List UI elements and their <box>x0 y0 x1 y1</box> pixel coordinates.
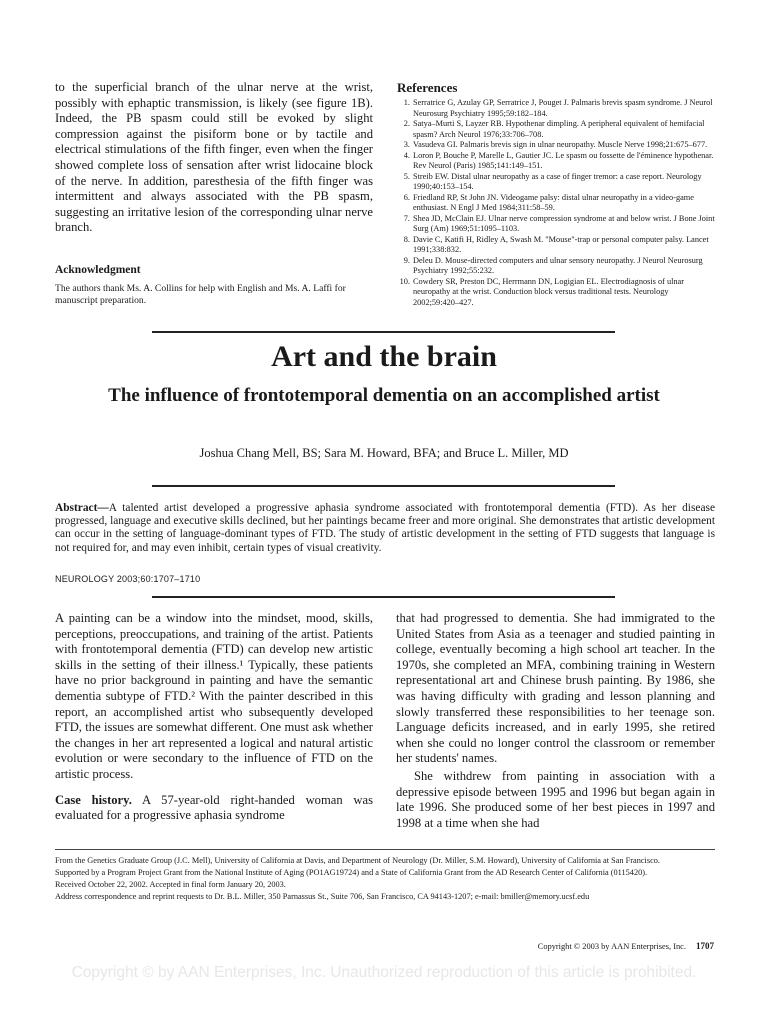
reference-number: 5. <box>403 171 410 181</box>
title-bottom-rule <box>152 485 615 487</box>
reference-number: 10. <box>399 276 410 286</box>
references-heading: References <box>397 80 458 95</box>
reference-number: 6. <box>403 192 410 202</box>
reference-text: Friedland RP, St John JN. Videogame palsy: distal ulnar neuropathy in a video-game enthusiast. N Engl J Med 1984;311:58–59. <box>413 192 694 212</box>
page-number: 1707 <box>696 941 714 951</box>
reference-item <box>397 235 715 256</box>
footnotes <box>55 856 715 904</box>
article-subtitle: The influence of frontotemporal dementia on an accomplished artist <box>108 385 660 406</box>
references-list <box>397 98 715 308</box>
copyright-text: Copyright © 2003 by AAN Enterprises, Inc. <box>537 942 686 951</box>
reference-number: 2. <box>403 119 410 128</box>
copyright-line <box>400 941 714 951</box>
reference-text: Cowdery SR, Preston DC, Herrmann DN, Logigian EL. Electrodiagnosis of ulnar neuropathy at the wrist. Conduction block versus traditional tests. Neurology 2002;59:420–427. <box>413 276 684 307</box>
footnote-affiliation: From the Genetics Graduate Group (J.C. Mell), University of California at Davis, and Department of Neurology (Dr. Miller, S.M. Howard), University of California at San Francisco. <box>55 856 660 865</box>
abstract-bottom-rule <box>152 596 615 598</box>
reference-number: 1. <box>403 98 410 107</box>
reference-text: Shea JD, McClain EJ. Ulnar nerve compression syndrome at and below wrist. J Bone Joint Surg (Am) 1969;51:1095–1103. <box>413 213 715 233</box>
watermark: Copyright © by AAN Enterprises, Inc. Unauthorized reproduction of this article is prohibited. <box>71 964 697 981</box>
reference-text: Streib EW. Distal ulnar neuropathy as a case of finger tremor: a case report. Neurology 1990;40:153–154. <box>413 171 702 191</box>
reference-number: 4. <box>403 150 410 160</box>
abstract-label: Abstract— <box>55 502 109 514</box>
reference-item <box>397 172 715 193</box>
reference-text: Deleu D. Mouse-directed computers and ulnar sensory neuropathy. J Neurol Neurosurg Psychiatry 1992;55:232. <box>413 255 703 275</box>
reference-item <box>397 140 715 151</box>
reference-text: Vasudeva GI. Palmaris brevis sign in ulnar neuropathy. Muscle Nerve 1998;21:675–677. <box>413 140 708 149</box>
reference-item <box>397 151 715 172</box>
reference-item <box>397 214 715 235</box>
reference-number: 3. <box>403 140 410 149</box>
reference-item <box>397 193 715 214</box>
reference-item <box>397 119 715 140</box>
reference-text: Satya–Murti S, Layzer RB. Hypothenar dimpling. A peripheral equivalent of hemifacial spasm? Arch Neurol 1976;33:706–708. <box>413 119 705 139</box>
reference-text: Davie C, Katifi H, Ridley A, Swash M. "Mouse"-trap or personal computer palsy. Lancet 1991;338:832. <box>413 234 709 254</box>
reference-number: 7. <box>403 213 410 223</box>
right-column <box>396 611 715 831</box>
reference-number: 8. <box>403 234 410 244</box>
continued-paragraph <box>55 80 373 236</box>
reference-item <box>397 277 715 309</box>
reference-text: Serratrice G, Azulay GP, Serratrice J, Pouget J. Palmaris brevis spasm syndrome. J Neurol Neurosurg Psychiatry 1995;59:182–184. <box>413 98 713 118</box>
reference-text: Loron P, Bouche P, Marelle L, Gautier JC. Le spasm ou fossette de l'éminence hypothenar. Rev Neurol (Paris) 1985;141:149–151. <box>413 150 714 170</box>
right-paragraph-2: She withdrew from painting in association with a depressive episode between 1995 and 1996 but began again in late 1996. She produced some of her best pieces in 1997 and 1998 at a time when she had <box>396 768 715 830</box>
case-history-paragraph <box>55 793 373 824</box>
footnote-rule <box>55 849 715 850</box>
article-authors: Joshua Chang Mell, BS; Sara M. Howard, BFA; and Bruce L. Miller, MD <box>199 446 569 460</box>
case-history-heading: Case history. <box>55 792 132 807</box>
title-top-rule <box>152 331 615 333</box>
article-title: Art and the brain <box>271 340 497 373</box>
case-history-text: A 57-year-old right-handed woman was evaluated for a progressive aphasia syndrome <box>55 792 374 823</box>
reference-item <box>397 98 715 119</box>
acknowledgment-text: The authors thank Ms. A. Collins for help with English and Ms. A. Laffi for manuscript preparation. <box>55 283 346 306</box>
right-paragraph-1: that had progressed to dementia. She had immigrated to the United States from Asia as a teenager and studied painting in college, eventually becoming a high school art teacher. In the 1970s, she completed an MFA, combining training in Western representational art and Chinese brush painting. By 1986, she was having difficulty with grading and lesson planning and slowly transferred these responsibilities to her teenage son. Language deficits increased, and in early 1995, she retired when she could no longer control the classroom or remember her students' names. <box>396 611 715 766</box>
footnote-funding: Supported by a Program Project Grant from the National Institute of Aging (PO1AG19724) and a State of California Grant from the AD Research Center of California (0115420). <box>55 868 648 878</box>
intro-paragraph: A painting can be a window into the mindset, mood, skills, perceptions, preoccupations, and training of the artist. Patients with frontotemporal dementia (FTD) can develop new artistic skills in the setting of their illness.¹ Typically, these patients have no prior background in painting and have the semantic dementia subtype of FTD.² With the painter described in this report, an accomplished artist who subsequently developed FTD, the issues are somewhat different. One must ask whether the changes in her art represented a logical and natural artistic evolution or were secondary to the influence of FTD on the artistic process. <box>55 611 373 781</box>
abstract-text: A talented artist developed a progressive aphasia syndrome associated with frontotemporal dementia (FTD). As her disease progressed, language and executive skills declined, but her paintings became freer and more original. She demonstrates that artistic development can occur in the setting of language-dominant types of FTD. The study of artistic development in the setting of FTD suggests that language is not required for, and may even inhibit, certain types of visual creativity. <box>55 502 715 554</box>
footnote-dates: Received October 22, 2002. Accepted in final form January 20, 2003. <box>55 880 286 890</box>
left-column <box>55 611 373 824</box>
reference-item <box>397 256 715 277</box>
abstract <box>55 502 715 555</box>
journal-citation: NEUROLOGY 2003;60:1707–1710 <box>55 574 201 584</box>
continued-paragraph-text: to the superficial branch of the ulnar nerve at the wrist, possibly with ephaptic transmission, is likely (see figure 1B). Indeed, the PB spasm could still be evoked by slight compression against the pisiform bone or by tactile and electrical stimulations of the fifth finger, even when the finger showed complete loss of sensation after wrist lidocaine block of the nerve. In addition, paresthesia of the fifth finger was intermittent and always associated with the PB spasm, suggesting an irritative lesion of the corresponding ulnar nerve branch. <box>55 80 373 235</box>
reference-number: 9. <box>403 255 410 265</box>
acknowledgment-heading: Acknowledgment <box>55 264 141 276</box>
footnote-correspondence: Address correspondence and reprint requests to Dr. B.L. Miller, 350 Parnassus St., Suite 706, San Francisco, CA 94143-1207; e-mail: bmiller@memory.ucsf.edu <box>55 892 590 902</box>
